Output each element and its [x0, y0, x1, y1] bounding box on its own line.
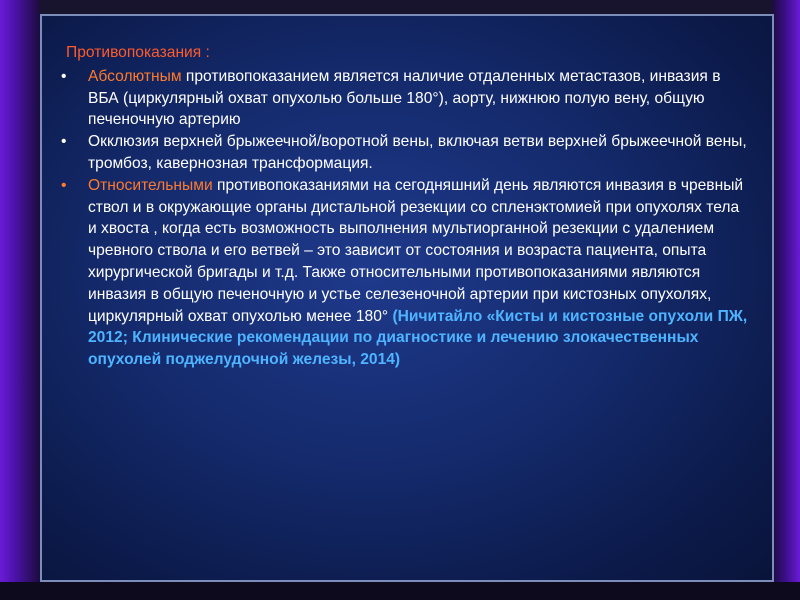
- slide-heading: Противопоказания :: [66, 44, 210, 61]
- list-item-occlusion: [58, 131, 748, 175]
- bullet-icon: •: [61, 67, 67, 85]
- frame-top-border: [0, 0, 800, 14]
- frame-left-border: [0, 0, 40, 600]
- absolute-label: Абсолютным: [88, 67, 182, 85]
- bullet-icon: •: [61, 176, 67, 194]
- absolute-text: противопоказанием является наличие отдаленных метастазов, инвазия в ВБА (циркулярный охват опухолью больше 180°), аорту, нижнюю полую вену, общую печеночную артерию: [88, 67, 721, 129]
- frame-right-border: [772, 0, 800, 600]
- frame-bottom-border: [0, 582, 800, 600]
- slide-canvas: [40, 14, 774, 582]
- relative-label: Относительными: [88, 176, 213, 194]
- slide-content: [58, 42, 748, 371]
- list-item-absolute: [58, 66, 748, 131]
- occlusion-text: Окклюзия верхней брыжеечной/воротной вены, включая ветви верхней брыжеечной вены, тромбоз, кавернозная трансформация.: [88, 133, 747, 172]
- bullet-icon: •: [61, 133, 67, 151]
- relative-text: противопоказаниями на сегодняшний день являются инвазия в чревный ствол и в окружающие органы дистальной резекции со спленэктомией при опухолях тела и хвоста , когда есть возможность выполнения мультиорганной резекции с удалением чревного ствола и его ветвей – это зависит от состояния и возраста пациента, опыта хирургической бригады и т.д. Также относительными противопоказаниями являются инвазия в общую печеночную и устье селезеночной артерии при кистозных опухолях, циркулярный охват опухолью менее 180°: [88, 176, 744, 325]
- reference-citation: (Ничитайло «Кисты и кистозные опухоли ПЖ, 2012; Клинические рекомендации по диагностике и лечению злокачественных опухолей поджелудочной железы, 2014): [88, 307, 748, 369]
- list-item-relative: [58, 175, 748, 371]
